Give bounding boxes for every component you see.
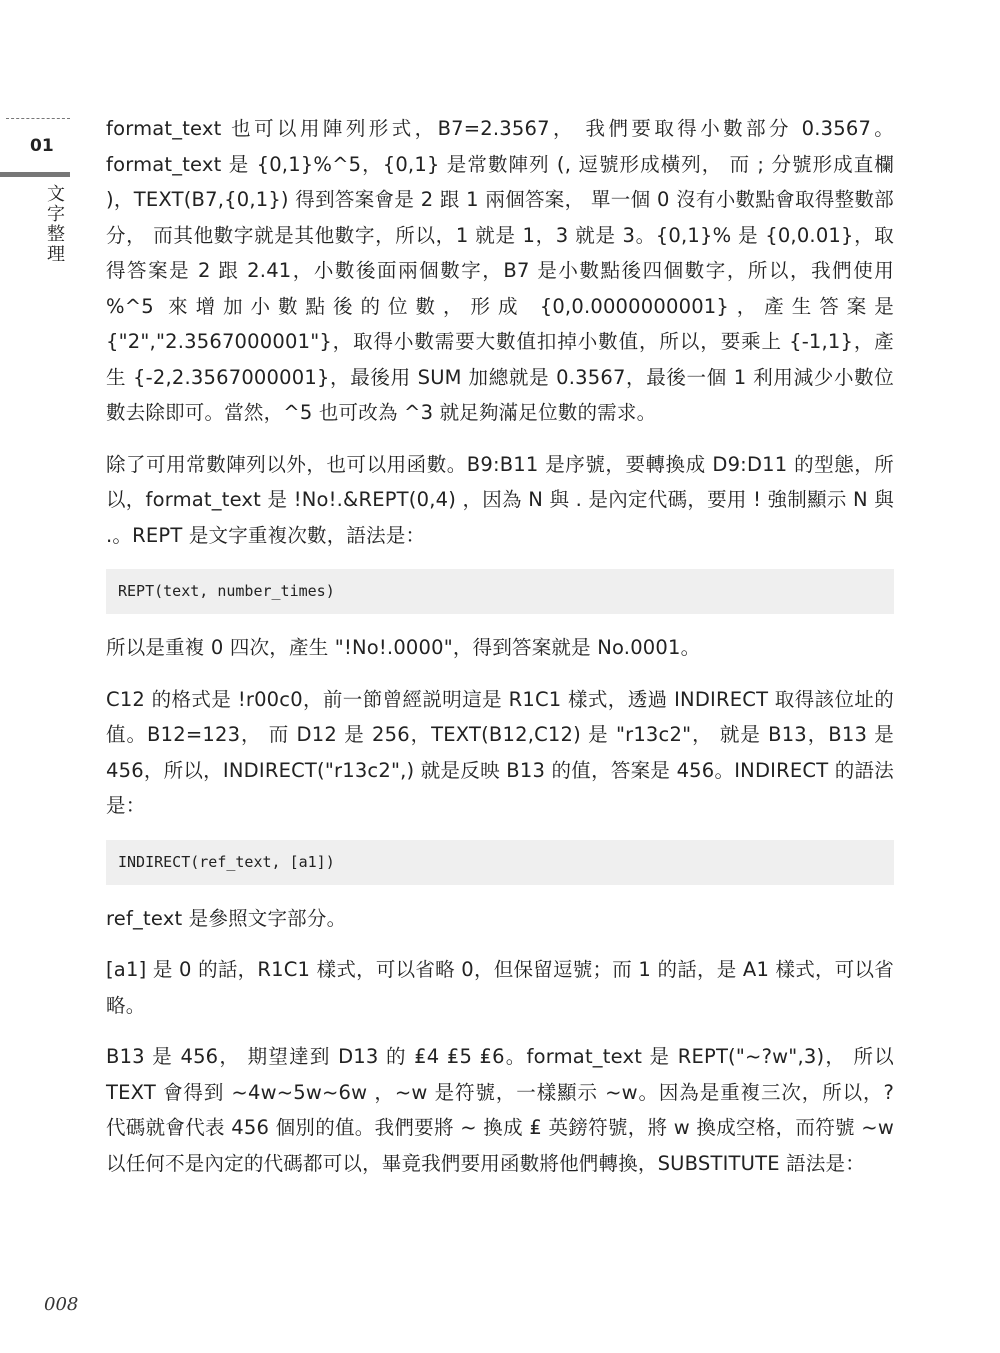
paragraph: C12 的格式是 !r00c0，前一節曾經説明這是 R1C1 樣式，透過 INDIRECT 取得該位址的值。B12=123， 而 D12 是 256，TEXT(B12,C12) 是 "r13c2"， 就是 B13，B13 是 456，所以，INDIRECT("r13c2",) 就是反映 B13 的值，答案是 456。INDIRECT 的語法是： [106, 687, 894, 817]
paragraph: B13 是 456， 期望達到 D13 的 ₤4 ₤5 ₤6。format_text 是 REPT("~?w",3)， 所以 TEXT 會得到 ~4w~5w~6w ，~w 是符號，一樣顯示 ~w。因為是重複三次，所以，? 代碼就會代表 456 個別的值。我們要將 ~ 換成 ₤ 英鎊符號，將 w 換成空格，而符號 ~w 以任何不是內定的代碼都可以，畢竟我們要用函數將他們轉換，SUBSTITUTE 語法是： [106, 1045, 894, 1175]
paragraph: 所以是重複 0 四次，產生 "!No!.0000"，得到答案就是 No.0001。 [106, 636, 701, 659]
paragraph: format_text 也可以用陣列形式，B7=2.3567， 我們要取得小數部分 0.3567。format_text 是 {0,1}%^5，{0,1} 是常數陣列 (, 逗號形成橫列， 而 ; 分號形成直欄 )，TEXT(B7,{0,1}) 得到答案會是 2 跟 1 兩個答案， 單一個 0 沒有小數點會取得整數部分， 而其他數字就是其他數字，所以，1 就是 1，3 就是 3。{0,1}% 是 {0,0.01}，取得答案是 2 跟 2.41，小數後面兩個數字，B7 是小數點後四個數字，所以，我們使用 %^5 來增加小數點後的位數，形成 {0,0.0000000001}，產生答案是 {"2","2.3567000001"}，取得小數需要大數值扣掉小數值，所以，要乘上 {-1,1}，產生 {-2,2.3567000001}，最後用 SUM 加總就是 0.3567，最後一個 1 利用減少小數位數去除即可。當然，^5 也可改為 ^3 就足夠滿足位數的需求。 [106, 117, 894, 424]
paragraph: ref_text 是參照文字部分。 [106, 906, 347, 930]
paragraph: [a1] 是 0 的話，R1C1 樣式，可以省略 0，但保留逗號；而 1 的話，是 A1 樣式，可以省略。 [106, 958, 894, 1017]
page-body [106, 111, 894, 1197]
page-number: 008 [44, 1294, 79, 1315]
chapter-title: 文字整理 [44, 184, 65, 264]
chapter-number: 01 [30, 136, 54, 156]
code-block: REPT(text, number_times) [106, 569, 894, 614]
chapter-tab-bar [0, 172, 70, 177]
chapter-divider-dashed [6, 118, 70, 119]
paragraph: 除了可用常數陣列以外，也可以用函數。B9:B11 是序號，要轉換成 D9:D11 的型態，所以，format_text 是 !No!.&REPT(0,4) ，因為 N 與 . 是內定代碼，要用 ! 強制顯示 N 與 .。REPT 是文字重複次數，語法是： [106, 452, 894, 547]
code-block: INDIRECT(ref_text, [a1]) [106, 840, 894, 885]
